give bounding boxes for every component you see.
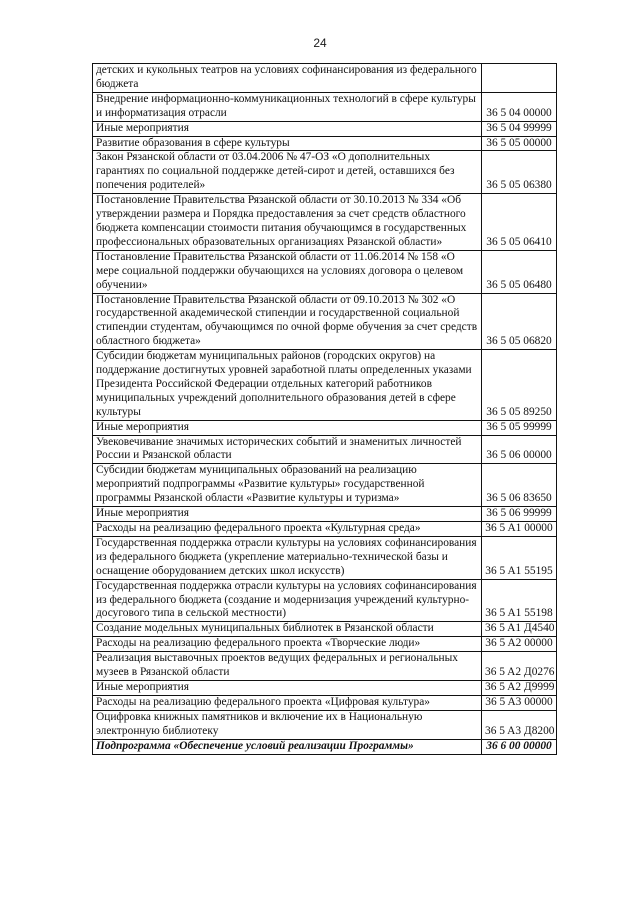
table-row <box>93 64 557 93</box>
budget-code: 36 5 05 06480 <box>482 250 557 293</box>
budget-code: 36 5 05 06410 <box>482 194 557 251</box>
budget-code: 36 5 06 99999 <box>482 507 557 522</box>
budget-code: 36 5 A1 55195 <box>482 536 557 579</box>
expense-item-name: Увековечивание значимых исторических событий и знаменитых личностей России и Рязанской области <box>93 435 482 464</box>
table-row <box>93 522 557 537</box>
expense-item-name: Создание модельных муниципальных библиотек в Рязанской области <box>93 622 482 637</box>
expense-item-name: Расходы на реализацию федерального проекта «Творческие люди» <box>93 637 482 652</box>
budget-code: 36 5 A1 55198 <box>482 579 557 622</box>
budget-code: 36 5 A2 Д9999 <box>482 680 557 695</box>
table-row <box>93 250 557 293</box>
expense-item-name: Государственная поддержка отрасли культуры на условиях софинансирования из федерального бюджета (создание и модернизация учреждений культурно-досугового типа в сельской местности) <box>93 579 482 622</box>
expense-item-name: Иные мероприятия <box>93 507 482 522</box>
budget-code: 36 5 A2 Д0276 <box>482 652 557 681</box>
table-row <box>93 710 557 739</box>
expense-item-name: Иные мероприятия <box>93 121 482 136</box>
expense-item-name: Иные мероприятия <box>93 680 482 695</box>
table-row <box>93 151 557 194</box>
expense-item-name: Развитие образования в сфере культуры <box>93 136 482 151</box>
table-row <box>93 435 557 464</box>
budget-code: 36 5 05 06380 <box>482 151 557 194</box>
table-row <box>93 194 557 251</box>
table-row <box>93 507 557 522</box>
table-row <box>93 622 557 637</box>
budget-code: 36 5 06 00000 <box>482 435 557 464</box>
budget-code: 36 5 04 99999 <box>482 121 557 136</box>
table-row <box>93 695 557 710</box>
table-row <box>93 350 557 421</box>
expense-item-name: Реализация выставочных проектов ведущих федеральных и региональных музеев в Рязанской области <box>93 652 482 681</box>
expense-item-name: Подпрограмма «Обеспечение условий реализации Программы» <box>93 739 482 754</box>
expense-item-name: Субсидии бюджетам муниципальных районов (городских округов) на поддержание достигнутых уровней заработной платы определенных указами Президента Российской Федерации отдельных категорий работников муниципальных учреждений дополнительного образования детей в сфере культуры <box>93 350 482 421</box>
expense-item-name: Государственная поддержка отрасли культуры на условиях софинансирования из федерального бюджета (укрепление материально-технической базы и оснащение оборудованием детских школ искусств) <box>93 536 482 579</box>
budget-code: 36 5 05 00000 <box>482 136 557 151</box>
expense-item-name: Расходы на реализацию федерального проекта «Цифровая культура» <box>93 695 482 710</box>
budget-code: 36 5 A1 00000 <box>482 522 557 537</box>
expense-item-name: Постановление Правительства Рязанской области от 09.10.2013 № 302 «О государственной академической стипендии и государственной социальной стипендии студентам, обучающимся по очной форме обучения за счет средств областного бюджета» <box>93 293 482 350</box>
budget-code: 36 5 A2 00000 <box>482 637 557 652</box>
expense-item-name: Субсидии бюджетам муниципальных образований на реализацию мероприятий подпрограммы «Развитие культуры» государственной программы Рязанской области «Развитие культуры и туризма» <box>93 464 482 507</box>
table-row <box>93 652 557 681</box>
expense-item-name: Постановление Правительства Рязанской области от 30.10.2013 № 334 «Об утверждении размера и Порядка предоставления за счет средств областного бюджета компенсации стоимости питания обучающимся в государственных профессиональных образовательных организациях Рязанской области» <box>93 194 482 251</box>
budget-code: 36 5 A3 Д8200 <box>482 710 557 739</box>
budget-code: 36 5 A1 Д4540 <box>482 622 557 637</box>
budget-code: 36 5 05 06820 <box>482 293 557 350</box>
table-row <box>93 420 557 435</box>
table-row <box>93 637 557 652</box>
budget-code: 36 5 A3 00000 <box>482 695 557 710</box>
expense-item-name: Оцифровка книжных памятников и включение их в Национальную электронную библиотеку <box>93 710 482 739</box>
table-row <box>93 293 557 350</box>
expense-item-name: Закон Рязанской области от 03.04.2006 № 47-ОЗ «О дополнительных гарантиях по социальной поддержке детей-сирот и детей, оставшихся без попечения родителей» <box>93 151 482 194</box>
table-row <box>93 739 557 754</box>
page-number: 24 <box>313 36 327 50</box>
expense-item-name: детских и кукольных театров на условиях софинансирования из федерального бюджета <box>93 64 482 93</box>
table-row <box>93 464 557 507</box>
budget-code: 36 5 04 00000 <box>482 92 557 121</box>
table-row <box>93 536 557 579</box>
budget-code: 36 5 05 89250 <box>482 350 557 421</box>
table-row <box>93 121 557 136</box>
expense-item-name: Внедрение информационно-коммуникационных технологий в сфере культуры и информатизация отрасли <box>93 92 482 121</box>
budget-classification-table <box>92 63 557 755</box>
table-row <box>93 579 557 622</box>
budget-code: 36 5 05 99999 <box>482 420 557 435</box>
table-row <box>93 136 557 151</box>
table-row <box>93 680 557 695</box>
budget-code: 36 6 00 00000 <box>482 739 557 754</box>
expense-item-name: Иные мероприятия <box>93 420 482 435</box>
expense-item-name: Постановление Правительства Рязанской области от 11.06.2014 № 158 «О мере социальной поддержки обучающихся на условиях договора о целевом обучении» <box>93 250 482 293</box>
table-row <box>93 92 557 121</box>
table-body <box>93 64 557 755</box>
expense-item-name: Расходы на реализацию федерального проекта «Культурная среда» <box>93 522 482 537</box>
budget-code <box>482 64 557 93</box>
budget-code: 36 5 06 83650 <box>482 464 557 507</box>
